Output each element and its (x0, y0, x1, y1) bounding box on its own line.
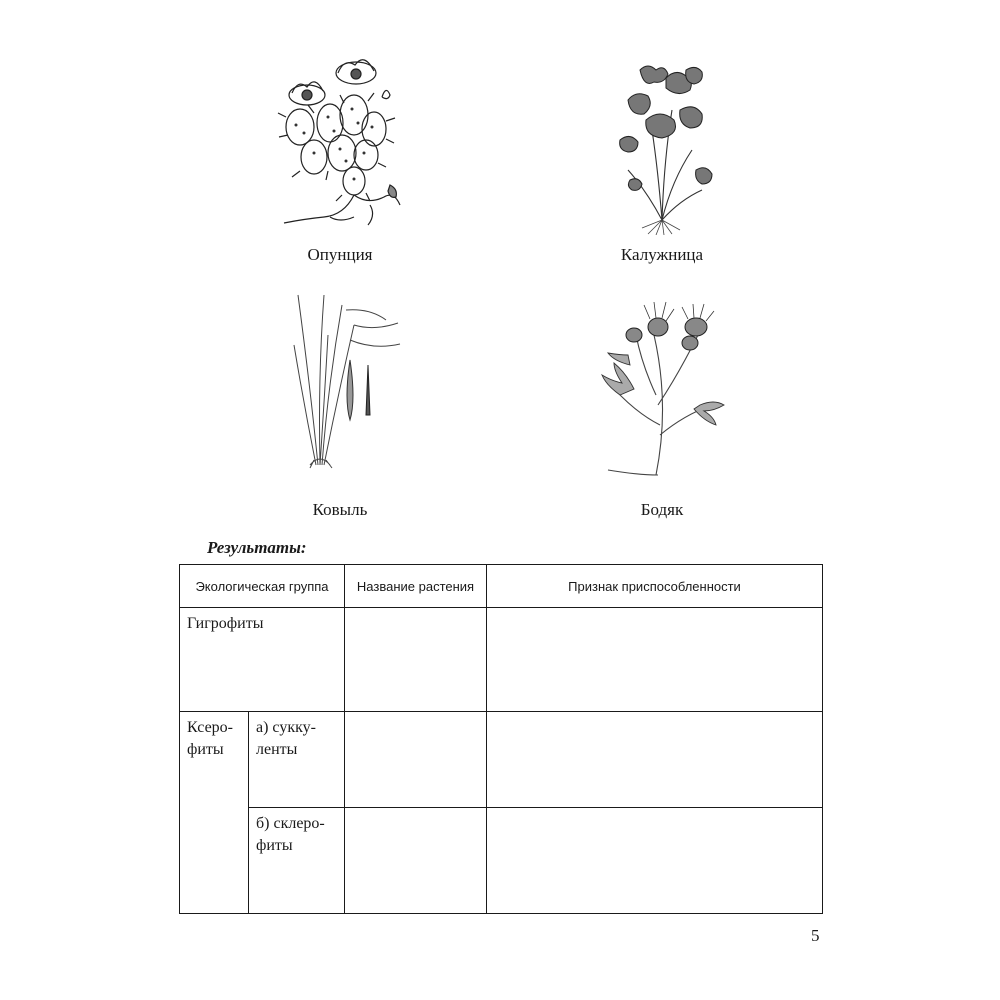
results-title: Результаты: (207, 538, 307, 557)
cell-succulents-trait[interactable] (487, 712, 823, 808)
plant-caption-caltha: Калужница (620, 245, 704, 264)
cell-sclerophytes-trait[interactable] (487, 808, 823, 914)
cell-hygrophytes-name[interactable] (345, 608, 487, 712)
cell-hygrophytes-trait[interactable] (487, 608, 823, 712)
row-label-sclerophytes: б) склеро- фиты (256, 815, 325, 854)
results-table (179, 564, 823, 914)
row-label-succulents: а) сукку- ленты (256, 719, 316, 758)
page-number: 5 (811, 926, 820, 945)
row-label-xerophytes: Ксеро- фиты (187, 719, 233, 758)
plant-caption-cirsium: Бодяк (640, 500, 684, 519)
header-plant-name: Название растения (345, 565, 487, 608)
stipa-illustration (290, 290, 405, 470)
cell-sclerophytes-name[interactable] (345, 808, 487, 914)
plant-caption-stipa: Ковыль (312, 500, 368, 519)
header-adaptation-trait: Признак приспособленности (487, 565, 823, 608)
plant-caption-opuntia: Опунция (307, 245, 373, 264)
opuntia-illustration (270, 55, 410, 235)
header-ecological-group: Экологическая группа (180, 565, 345, 608)
row-label-hygrophytes: Гигрофиты (187, 615, 264, 632)
cell-succulents-name[interactable] (345, 712, 487, 808)
caltha-illustration (600, 60, 725, 235)
cirsium-illustration (600, 285, 730, 480)
